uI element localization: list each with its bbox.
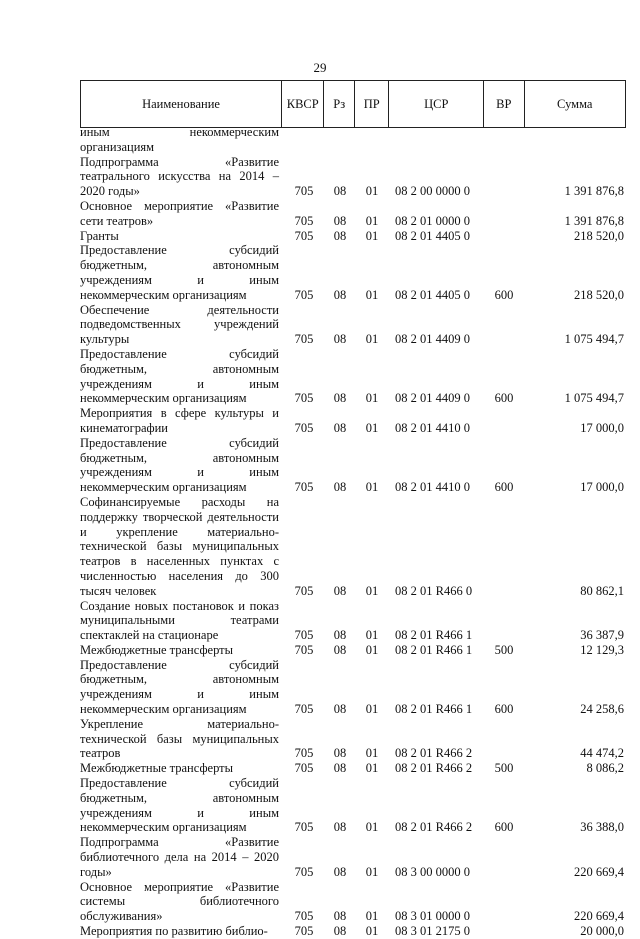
cell-pr: 01 [365, 924, 379, 939]
cell-sum: 17 000,0 [580, 480, 624, 495]
cell-rz: 08 [333, 820, 347, 835]
cell-csr: 08 2 01 4410 0 [395, 420, 470, 435]
cell-vr: 500 [494, 761, 514, 776]
cell-csr: 08 2 01 4409 0 [395, 332, 470, 347]
cell-pr: 01 [365, 583, 379, 598]
table-row [80, 229, 626, 244]
table-row [80, 776, 626, 835]
cell-rz: 08 [333, 864, 347, 879]
cell-sum: 36 388,0 [580, 820, 624, 835]
table-header [80, 80, 626, 128]
table-row [80, 495, 626, 599]
cell-pr: 01 [365, 184, 379, 199]
cell-rz: 08 [333, 184, 347, 199]
table-row [80, 199, 626, 229]
cell-sum: 24 258,6 [580, 702, 624, 717]
cell-kvsr: 705 [294, 391, 314, 406]
cell-pr: 01 [365, 702, 379, 717]
cell-csr: 08 3 01 0000 0 [395, 909, 470, 924]
cell-rz: 08 [333, 228, 347, 243]
table-row [80, 125, 626, 155]
cell-name: Предоставление субсидий бюджетным, автономным учреждениям и иным некоммерческим организациям [80, 243, 279, 302]
cell-name: Основное мероприятие «Развитие системы библиотечного обслуживания» [80, 879, 279, 924]
cell-rz: 08 [333, 583, 347, 598]
cell-sum: 1 075 494,7 [564, 332, 624, 347]
cell-vr: 600 [494, 391, 514, 406]
table-row [80, 155, 626, 199]
cell-kvsr: 705 [294, 628, 314, 643]
table-row [80, 924, 626, 939]
cell-csr: 08 3 00 0000 0 [395, 864, 470, 879]
cell-name: Подпрограмма «Развитие театрального искусства на 2014 – 2020 годы» [80, 154, 279, 199]
cell-rz: 08 [333, 391, 347, 406]
cell-rz: 08 [333, 642, 347, 657]
cell-kvsr: 705 [294, 287, 314, 302]
cell-name: Предоставление субсидий бюджетным, автономным учреждениям и иным некоммерческим организациям [80, 657, 279, 717]
cell-name: Гранты [80, 228, 119, 243]
cell-vr: 600 [494, 287, 514, 302]
cell-rz: 08 [333, 746, 347, 761]
cell-kvsr: 705 [294, 746, 314, 761]
cell-name: Обеспечение деятельности подведомственных учреждений культуры [80, 302, 279, 347]
cell-vr: 600 [494, 702, 514, 717]
table-row [80, 406, 626, 436]
cell-name: Софинансируемые расходы на поддержку творческой деятельности и укрепление материально-технической базы муниципальных театров в населенных пунктах с численностью населения до 300 тысяч человек [80, 494, 279, 598]
cell-name: Мероприятия по развитию библио- [80, 924, 268, 939]
cell-kvsr: 705 [294, 642, 314, 657]
table-body [80, 125, 626, 939]
cell-pr: 01 [365, 287, 379, 302]
cell-vr: 600 [494, 480, 514, 495]
cell-rz: 08 [333, 702, 347, 717]
cell-rz: 08 [333, 628, 347, 643]
cell-sum: 1 075 494,7 [564, 391, 624, 406]
cell-name: Укрепление материально-технической базы муниципальных театров [80, 716, 279, 761]
table-row [80, 347, 626, 406]
cell-kvsr: 705 [294, 184, 314, 199]
cell-sum: 80 862,1 [580, 583, 624, 598]
cell-name: Предоставление субсидий бюджетным, автономным учреждениям и иным некоммерческим организациям [80, 346, 279, 406]
cell-name: Основное мероприятие «Развитие сети театров» [80, 198, 279, 228]
cell-kvsr: 705 [294, 420, 314, 435]
cell-kvsr: 705 [294, 332, 314, 347]
cell-rz: 08 [333, 287, 347, 302]
table-row [80, 599, 626, 643]
cell-sum: 1 391 876,8 [564, 184, 624, 199]
cell-rz: 08 [333, 761, 347, 776]
table-row [80, 436, 626, 495]
cell-rz: 08 [333, 909, 347, 924]
header-sum: Сумма [557, 96, 593, 111]
table-row [80, 880, 626, 924]
cell-rz: 08 [333, 332, 347, 347]
cell-kvsr: 705 [294, 820, 314, 835]
table-row [80, 835, 626, 879]
cell-rz: 08 [333, 213, 347, 228]
cell-pr: 01 [365, 761, 379, 776]
cell-kvsr: 705 [294, 228, 314, 243]
cell-sum: 17 000,0 [580, 420, 624, 435]
cell-csr: 08 2 01 R466 1 [395, 702, 473, 717]
cell-sum: 1 391 876,8 [564, 213, 624, 228]
header-pr: ПР [355, 81, 390, 127]
cell-name: Мероприятия в сфере культуры и кинематографии [80, 406, 279, 435]
cell-vr: 600 [494, 820, 514, 835]
header-name: Наименование [81, 81, 282, 127]
cell-name: Подпрограмма «Развитие библиотечного дела на 2014 – 2020 годы» [80, 835, 279, 879]
header-rz: Рз [324, 81, 355, 127]
cell-kvsr: 705 [294, 924, 314, 939]
cell-name: Межбюджетные трансферты [80, 761, 234, 776]
table-row [80, 303, 626, 347]
cell-sum: 8 086,2 [586, 761, 624, 776]
cell-name: Межбюджетные трансферты [80, 642, 234, 657]
cell-sum: 218 520,0 [574, 228, 624, 243]
cell-sum: 12 129,3 [580, 642, 624, 657]
table-row [80, 761, 626, 776]
cell-vr: 500 [494, 642, 514, 657]
cell-kvsr: 705 [294, 213, 314, 228]
cell-rz: 08 [333, 480, 347, 495]
cell-pr: 01 [365, 391, 379, 406]
cell-sum: 218 520,0 [574, 287, 624, 302]
cell-pr: 01 [365, 213, 379, 228]
cell-name: Создание новых постановок и показ муниципальными театрами спектаклей на стационаре [80, 598, 279, 643]
cell-pr: 01 [365, 820, 379, 835]
cell-csr: 08 2 01 R466 2 [395, 820, 473, 835]
cell-name: Предоставление субсидий бюджетным, автономным учреждениям и иным некоммерческим организациям [80, 776, 279, 835]
cell-sum: 220 669,4 [574, 909, 624, 924]
cell-name: Предоставление субсидий бюджетным, автономным учреждениям и иным некоммерческим организациям [80, 435, 279, 495]
cell-pr: 01 [365, 480, 379, 495]
cell-name: иным некоммерческим организациям [80, 125, 279, 154]
cell-pr: 01 [365, 642, 379, 657]
cell-kvsr: 705 [294, 761, 314, 776]
page-number: 29 [313, 60, 327, 75]
cell-csr: 08 2 01 4410 0 [395, 480, 470, 495]
cell-csr: 08 2 01 4405 0 [395, 228, 470, 243]
cell-csr: 08 2 01 R466 2 [395, 761, 473, 776]
cell-pr: 01 [365, 864, 379, 879]
cell-pr: 01 [365, 628, 379, 643]
table-row [80, 658, 626, 717]
cell-kvsr: 705 [294, 702, 314, 717]
table-row [80, 643, 626, 658]
header-csr: ЦСР [389, 81, 484, 127]
cell-sum: 220 669,4 [574, 864, 624, 879]
cell-sum: 20 000,0 [580, 924, 624, 939]
cell-csr: 08 2 01 R466 0 [395, 583, 473, 598]
cell-csr: 08 2 01 R466 2 [395, 746, 473, 761]
cell-kvsr: 705 [294, 480, 314, 495]
table-row [80, 243, 626, 302]
cell-csr: 08 2 00 0000 0 [395, 184, 470, 199]
cell-kvsr: 705 [294, 909, 314, 924]
cell-csr: 08 2 01 0000 0 [395, 213, 470, 228]
cell-kvsr: 705 [294, 864, 314, 879]
cell-csr: 08 2 01 4409 0 [395, 391, 470, 406]
cell-rz: 08 [333, 924, 347, 939]
cell-kvsr: 705 [294, 583, 314, 598]
cell-pr: 01 [365, 228, 379, 243]
cell-pr: 01 [365, 909, 379, 924]
table-row [80, 717, 626, 761]
cell-csr: 08 2 01 R466 1 [395, 642, 473, 657]
cell-rz: 08 [333, 420, 347, 435]
header-vr: ВР [484, 81, 524, 127]
cell-pr: 01 [365, 332, 379, 347]
cell-sum: 44 474,2 [580, 746, 624, 761]
cell-pr: 01 [365, 746, 379, 761]
cell-sum: 36 387,9 [580, 628, 624, 643]
cell-csr: 08 2 01 4405 0 [395, 287, 470, 302]
cell-csr: 08 3 01 2175 0 [395, 924, 470, 939]
header-kvsr: КВСР [282, 81, 324, 127]
cell-csr: 08 2 01 R466 1 [395, 628, 473, 643]
cell-pr: 01 [365, 420, 379, 435]
